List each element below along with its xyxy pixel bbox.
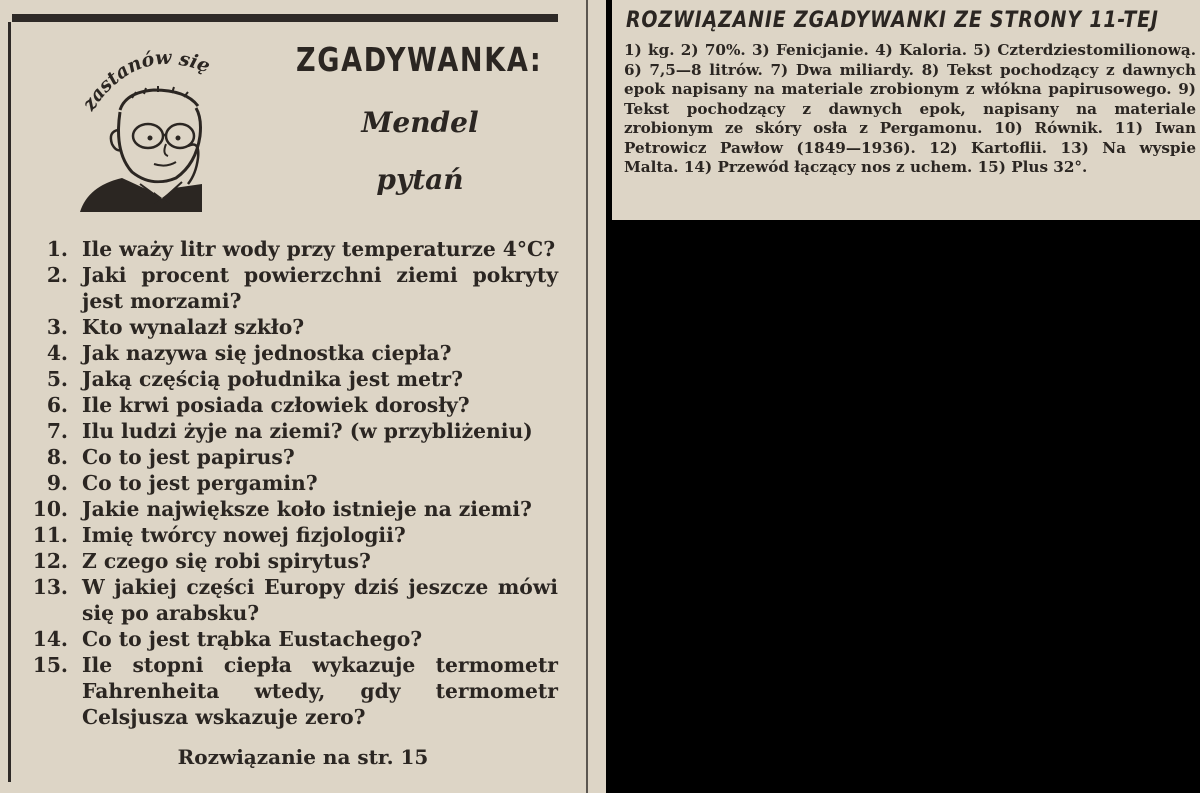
question-number: 11. [32, 523, 68, 547]
question-item [30, 392, 558, 418]
question-number: 12. [32, 549, 68, 573]
question-text: W jakiej części Europy dziś jeszcze mówi się po arabsku? [82, 575, 558, 625]
question-text: Jaką częścią południka jest metr? [82, 367, 463, 391]
answers-text: 1) kg. 2) 70%. 3) Fenicjanie. 4) Kaloria. 5) Czterdziestomilionową. 6) 7,5—8 litrów. 7) Dwa miliardy. 8) Tekst pochodzący z dawnych epok napisany na materiale zrobionym z włókna papirusowego. 9) Tekst pochodzący z dawnych epok, napisany na materiale zrobionym ze skóry osła z Pergamonu. 10) Równik. 11) Iwan Petrowicz Pawłow (1849—1936). 12) Kartoflii. 13) Na wyspie Malta. 14) Przewód łączący nos z uchem. 15) Plus 32°. [624, 41, 1196, 176]
question-text: Co to jest pergamin? [82, 471, 318, 495]
question-number: 2. [46, 263, 68, 287]
question-text: Co to jest trąbka Eustachego? [82, 627, 423, 651]
question-item [30, 574, 558, 626]
question-item [30, 418, 558, 444]
thinking-man-illustration [70, 40, 230, 215]
question-number: 1. [46, 237, 68, 261]
svg-text:zastanów się [78, 47, 213, 116]
question-text: Jaki procent powierzchni ziemi pokryty jest morzami? [82, 263, 558, 313]
right-rule [586, 0, 588, 793]
question-text: Kto wynalazł szkło? [82, 315, 305, 339]
question-number: 7. [46, 419, 68, 443]
question-item [30, 366, 558, 392]
quiz-subtitle-line2: pytań [376, 163, 464, 196]
question-text: Ile krwi posiada człowiek dorosły? [82, 393, 470, 417]
question-number: 10. [32, 497, 68, 521]
question-number: 5. [46, 367, 68, 391]
question-item [30, 522, 558, 548]
question-number: 9. [46, 471, 68, 495]
question-number: 6. [46, 393, 68, 417]
question-number: 15. [32, 653, 68, 677]
top-rule [12, 14, 558, 22]
question-item [30, 548, 558, 574]
question-number: 14. [32, 627, 68, 651]
question-item [30, 314, 558, 340]
question-number: 8. [46, 445, 68, 469]
answers-title: ROZWIĄZANIE ZGADYWANKI ZE STRONY 11-TEJ [626, 8, 1159, 33]
question-number: 4. [46, 341, 68, 365]
quiz-subtitle-line1: Mendel [361, 106, 479, 139]
question-text: Ile waży litr wody przy temperaturze 4°C? [82, 237, 556, 261]
question-item [30, 236, 558, 262]
question-number: 13. [32, 575, 68, 599]
illustration-caption: zastanów się [78, 46, 214, 115]
questions-list [30, 236, 558, 730]
question-text: Ile stopni ciepła wykazuje termometr Fahrenheita wtedy, gdy termometr Celsjusza wskazuje zero? [82, 653, 558, 729]
question-number: 3. [46, 315, 68, 339]
question-item [30, 496, 558, 522]
question-text: Ilu ludzi żyje na ziemi? (w przybliżeniu) [82, 419, 533, 443]
answers-clipping [612, 0, 1200, 220]
question-item [30, 340, 558, 366]
question-item [30, 652, 558, 730]
question-text: Imię twórcy nowej fizjologii? [82, 523, 406, 547]
question-text: Z czego się robi spirytus? [82, 549, 371, 573]
question-item [30, 626, 558, 652]
question-item [30, 470, 558, 496]
question-item [30, 262, 558, 314]
question-text: Jakie największe koło istnieje na ziemi? [82, 497, 532, 521]
quiz-title: ZGADYWANKA: [296, 40, 543, 79]
question-text: Jak nazywa się jednostka ciepła? [82, 341, 452, 365]
answer-reference: Rozwiązanie na str. 15 [177, 745, 429, 769]
left-rule [8, 22, 11, 782]
question-item [30, 444, 558, 470]
question-text: Co to jest papirus? [82, 445, 295, 469]
